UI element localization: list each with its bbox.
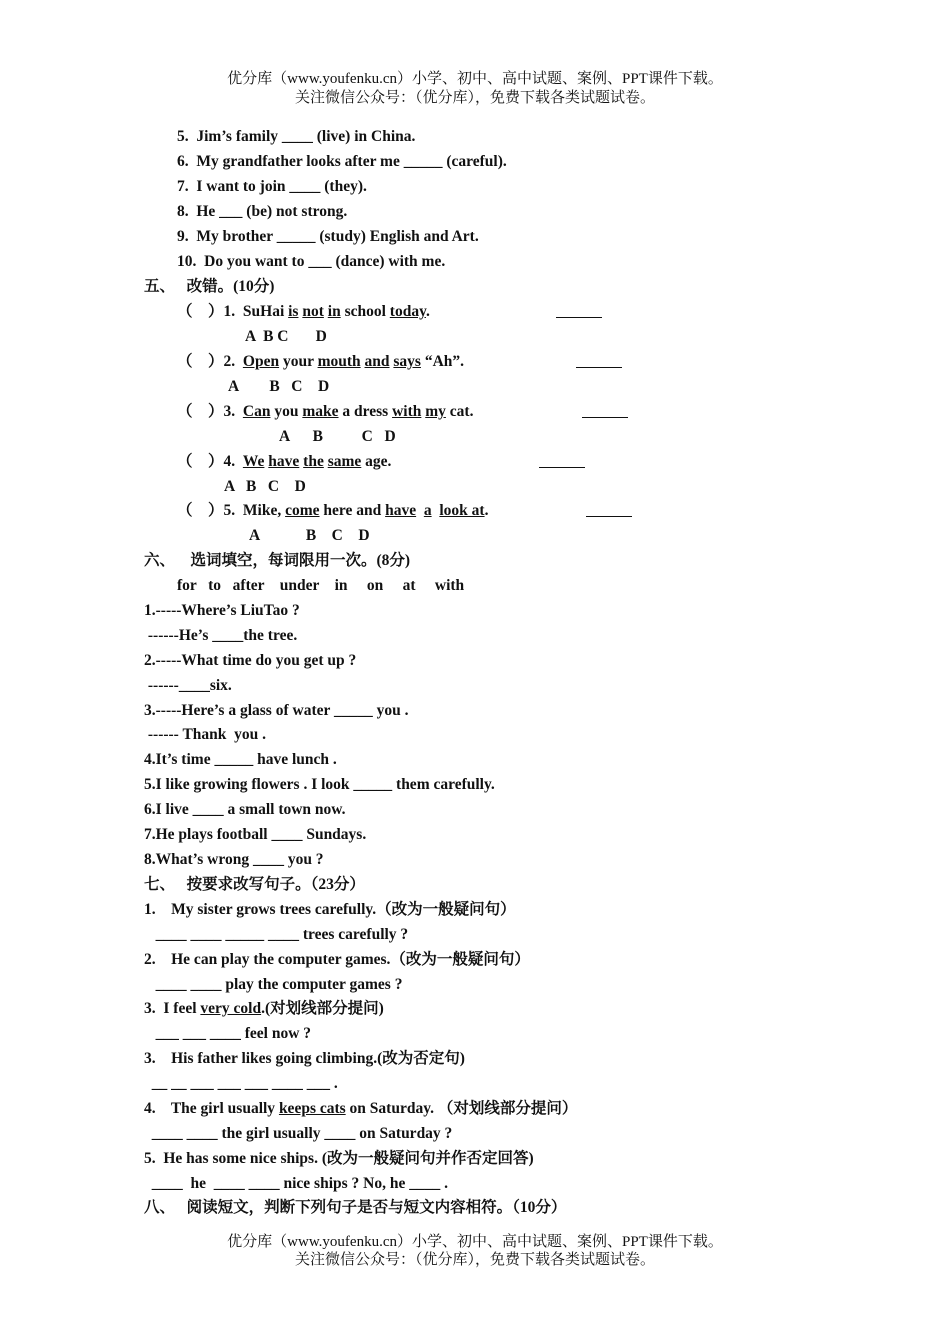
section-6-line: 5.I like growing flowers . I look _____ them carefully. (144, 776, 495, 793)
answer-blank (556, 303, 602, 318)
section-6-line: 1.-----Where’s LiuTao ? (144, 602, 300, 619)
rewrite-answer: ___ ___ ____ feel now ? (144, 1025, 312, 1042)
error-question-1: （ ）1. SuHai is not in school today. (177, 303, 430, 320)
section-6-line: 2.-----What time do you get up ? (144, 652, 357, 669)
section-6-line: 4.It’s time _____ have lunch . (144, 751, 337, 768)
rewrite-question: 3. I feel very cold.(对划线部分提问) (144, 1000, 384, 1017)
answer-blank (539, 453, 585, 468)
fill-item: 6. My grandfather looks after me _____ (careful). (177, 153, 507, 170)
section-6-line: 7.He plays football ____ Sundays. (144, 826, 367, 843)
error-question-4: （ ）4. We have the same age. (177, 453, 392, 470)
answer-blank (576, 353, 622, 368)
footer-line-2: 关注微信公众号：（优分库），免费下载各类试题试卷。 (294, 1252, 655, 1268)
rewrite-answer: __ __ ___ ___ ___ ____ ___ . (144, 1075, 338, 1092)
rewrite-answer: ____ ____ play the computer games ? (144, 976, 403, 993)
section-5-title: 五、 改错。(10分) (144, 278, 275, 295)
rewrite-question: 4. The girl usually keeps cats on Saturday. （对划线部分提问） (144, 1100, 578, 1117)
section-6-line: 3.-----Here’s a glass of water _____ you . (144, 702, 409, 719)
answer-blank (586, 502, 632, 517)
fill-item: 7. I want to join ____ (they). (177, 178, 367, 195)
rewrite-answer: ____ he ____ ____ nice ships ? No, he ____ . (144, 1175, 448, 1192)
word-bank: for to after under in on at with (177, 577, 465, 594)
answer-blank (582, 403, 628, 418)
error-question-5: （ ）5. Mike, come here and have a look at. (177, 502, 489, 519)
option-letters: A B C D (228, 378, 330, 395)
fill-item: 9. My brother _____ (study) English and Art. (177, 228, 479, 245)
rewrite-answer: ____ ____ the girl usually ____ on Saturday ? (144, 1125, 453, 1142)
error-question-2: （ ）2. Open your mouth and says “Ah”. (177, 353, 465, 370)
answer-paren: （ ） (177, 502, 224, 519)
option-letters: A B C D (279, 428, 396, 445)
rewrite-answer: ____ ____ _____ ____ trees carefully ? (144, 926, 409, 943)
answer-paren: （ ） (177, 403, 224, 420)
option-letters: A B C D (224, 478, 306, 495)
rewrite-question: 1. My sister grows trees carefully.（改为一般疑问句） (144, 901, 516, 918)
rewrite-question: 2. He can play the computer games.（改为一般疑问句） (144, 951, 530, 968)
section-6-line: ------He’s ____the tree. (144, 627, 298, 644)
header-line-2: 关注微信公众号：（优分库），免费下载各类试题试卷。 (294, 90, 655, 106)
section-6-line: ------ Thank you . (144, 726, 267, 743)
footer-line-1: 优分库（www.youfenku.cn）小学、初中、高中试题、案例、PPT课件下载。 (227, 1234, 723, 1250)
option-letters: A B C D (245, 328, 327, 345)
section-8-title: 八、 阅读短文，判断下列句子是否与短文内容相符。（10分） (144, 1199, 567, 1216)
fill-item: 10. Do you want to ___ (dance) with me. (177, 253, 446, 270)
answer-paren: （ ） (177, 453, 224, 470)
header-line-1: 优分库（www.youfenku.cn）小学、初中、高中试题、案例、PPT课件下载。 (227, 71, 723, 87)
section-6-line: 6.I live ____ a small town now. (144, 801, 346, 818)
answer-paren: （ ） (177, 303, 224, 320)
error-question-3: （ ）3. Can you make a dress with my cat. (177, 403, 474, 420)
section-6-line: ------____six. (144, 677, 232, 694)
rewrite-question: 5. He has some nice ships. (改为一般疑问句并作否定回答) (144, 1150, 534, 1167)
fill-item: 5. Jim’s family ____ (live) in China. (177, 128, 416, 145)
section-7-title: 七、 按要求改写句子。（23分） (144, 876, 365, 893)
rewrite-question: 3. His father likes going climbing.(改为否定句) (144, 1050, 465, 1067)
answer-paren: （ ） (177, 353, 224, 370)
option-letters: A B C D (249, 527, 370, 544)
section-6-line: 8.What’s wrong ____ you ? (144, 851, 324, 868)
section-6-title: 六、 选词填空，每词限用一次。(8分) (144, 552, 411, 569)
fill-item: 8. He ___ (be) not strong. (177, 203, 348, 220)
